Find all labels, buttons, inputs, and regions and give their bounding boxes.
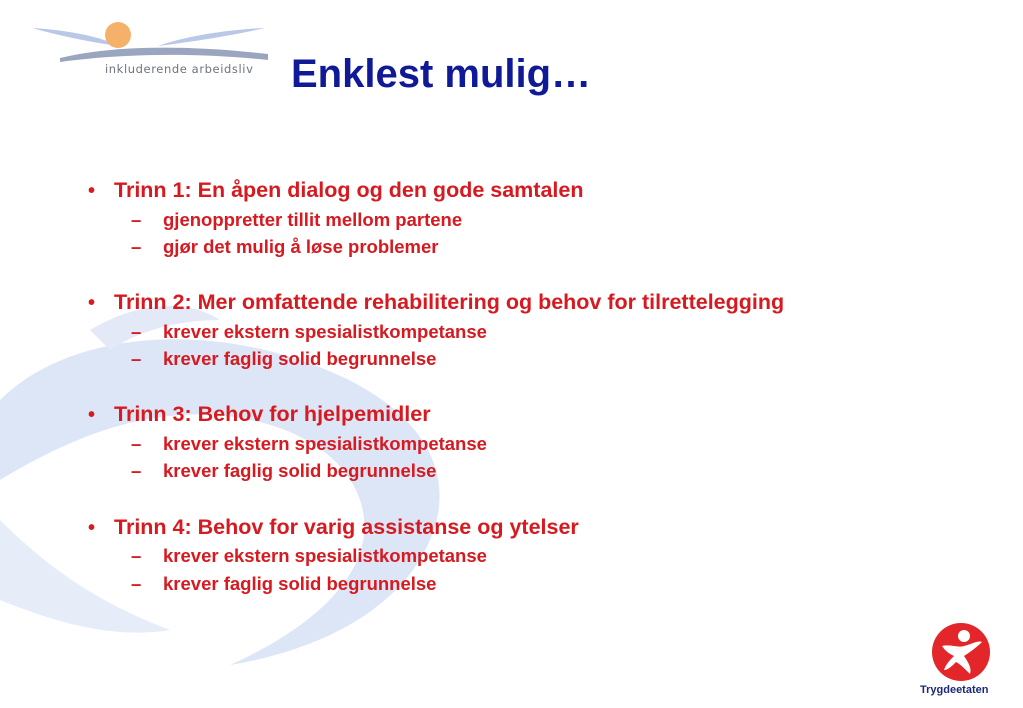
sub-bullet bbox=[131, 460, 988, 482]
bullet-list bbox=[88, 178, 988, 627]
bullet-main bbox=[88, 515, 988, 541]
dash: – bbox=[131, 320, 142, 342]
list-item bbox=[88, 290, 988, 370]
list-item bbox=[88, 402, 988, 482]
trygdeetaten-logo bbox=[930, 622, 992, 682]
dash: – bbox=[131, 460, 142, 482]
sub-bullet-text: gjenoppretter tillit mellom partene bbox=[163, 208, 463, 230]
sub-bullet bbox=[131, 209, 988, 231]
bullet-dot: • bbox=[88, 404, 96, 427]
dash: – bbox=[131, 348, 142, 370]
bullet-dot: • bbox=[88, 516, 96, 539]
sub-bullet-text: krever faglig solid begrunnelse bbox=[163, 460, 437, 482]
dash: – bbox=[131, 572, 142, 594]
sub-bullet-text: krever ekstern spesialistkompetanse bbox=[163, 433, 487, 455]
list-item bbox=[88, 178, 988, 258]
bullet-main bbox=[88, 402, 988, 428]
dash: – bbox=[131, 208, 142, 230]
sub-bullet bbox=[131, 348, 988, 370]
bullet-main bbox=[88, 178, 988, 204]
dash: – bbox=[131, 235, 142, 257]
sub-bullet-text: krever faglig solid begrunnelse bbox=[163, 348, 437, 370]
bullet-text: Trinn 4: Behov for varig assistanse og ytelser bbox=[114, 514, 579, 539]
list-item bbox=[88, 515, 988, 595]
sub-bullet bbox=[131, 545, 988, 567]
trygdeetaten-logo-text: Trygdeetaten bbox=[920, 684, 989, 696]
sub-bullet bbox=[131, 321, 988, 343]
bullet-text: Trinn 2: Mer omfattende rehabilitering og behov for tilrettelegging bbox=[114, 290, 785, 315]
bullet-text: Trinn 3: Behov for hjelpemidler bbox=[114, 402, 431, 427]
bullet-dot: • bbox=[88, 180, 96, 202]
slide-title: Enklest mulig… bbox=[291, 52, 592, 96]
bullet-text: Trinn 1: En åpen dialog og den gode samtalen bbox=[114, 178, 584, 202]
sub-bullet-text: gjør det mulig å løse problemer bbox=[163, 235, 439, 257]
bullet-dot: • bbox=[88, 292, 96, 315]
sub-bullet-text: krever faglig solid begrunnelse bbox=[163, 572, 437, 594]
sub-bullet-text: krever ekstern spesialistkompetanse bbox=[163, 545, 487, 567]
logo-text: inkluderende arbeidsliv bbox=[105, 62, 254, 76]
sub-bullet bbox=[131, 236, 988, 258]
sub-bullet-text: krever ekstern spesialistkompetanse bbox=[163, 320, 487, 342]
dash: – bbox=[131, 433, 142, 455]
bullet-main bbox=[88, 290, 988, 316]
sub-bullet bbox=[131, 433, 988, 455]
dash: – bbox=[131, 545, 142, 567]
sub-bullet bbox=[131, 573, 988, 595]
